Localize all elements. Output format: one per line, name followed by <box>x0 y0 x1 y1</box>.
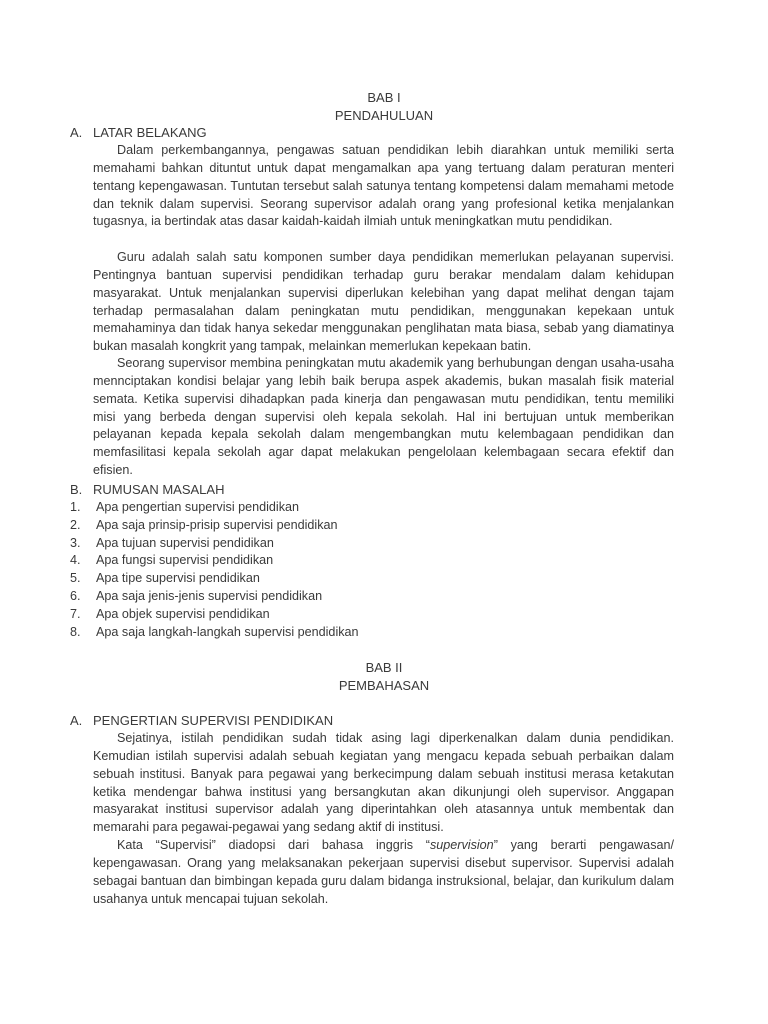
bab2-subtitle: PEMBAHASAN <box>338 678 430 693</box>
bab2-title: BAB II <box>365 660 403 675</box>
section-b-label: B. <box>70 482 83 497</box>
italic-term: supervision <box>429 838 494 852</box>
bab1-title: BAB I <box>367 90 401 105</box>
section-a2-title: PENGERTIAN SUPERVISI PENDIDIKAN <box>93 713 334 728</box>
section-a-label: A. <box>70 125 83 140</box>
list-item: 7. Apa objek supervisi pendidikan <box>70 606 270 621</box>
section-b-title: RUMUSAN MASALAH <box>93 482 225 497</box>
paragraph-latar-2: Guru adalah salah satu komponen sumber daya pendidikan memerlukan pelayanan supervisi. Pentingnya bantuan supervisi pendidikan terhadap guru berakar mendalam dalam kehidupan masyarakat. Untuk menjalankan supervisi diperlukan kelebihan yang dapat melihat dengan tajam terhadap permasalahan dalam peningkatan mutu pendidikan, menggunakan kepekaan untuk memahaminya dan tidak hanya sekedar menggunakan penglihatan mata biasa, sebab yang diamatinya bukan masalah kongkrit yang tampak, melainkan memerlukan kepekaan batin. <box>93 250 674 354</box>
list-item: 5. Apa tipe supervisi pendidikan <box>70 571 260 586</box>
list-item: 8. Apa saja langkah-langkah supervisi pendidikan <box>70 624 359 639</box>
list-item: 4. Apa fungsi supervisi pendidikan <box>70 553 274 568</box>
rumusan-masalah-list <box>70 499 359 641</box>
list-item: 1. Apa pengertian supervisi pendidikan <box>70 500 300 514</box>
paragraph-latar-1: Dalam perkembangannya, pengawas satuan pendidikan lebih diarahkan untuk memiliki serta memahami bahkan dituntut untuk dapat mengamalkan apa yang tertuang dalam peraturan menteri tentang kepengawasan. Tuntutan tersebut salah satunya tentang kompetensi dalam memahami metode dan teknik dalam supervisi. Seorang supervisor adalah orang yang profesional ketika menjalankan tugasnya, ia bertindak atas dasar kaidah-kaidah ilmiah untuk meningkatkan mutu pendidikan. <box>93 143 674 229</box>
paragraph-latar-3: Seorang supervisor membina peningkatan mutu akademik yang berhubungan dengan usaha-usaha mennciptakan kondisi belajar yang lebih baik berupa aspek akademis, bukan masalah fisik material semata. Ketika supervisi dihadapkan pada kinerja dan pengawasan mutu pendidikan, tentu memiliki misi yang berbeda dengan supervisi oleh kepala sekolah. Hal ini bertujuan untuk memberikan pelayanan kepada kepala sekolah dalam mengembangkan mutu kelembagaan pendidikan dan memfasilitasi kepala sekolah agar dapat melakukan pengelolaan kelembagaan secara efektif dan efisien. <box>93 356 674 478</box>
paragraph-pengertian-2: Kata “Supervisi” diadopsi dari bahasa inggris “supervision” yang berarti pengawasan/ kepengawasan. Orang yang melaksanakan pekerjaan supervisi disebut supervisor. Supervisi adalah sebagai bantuan dan bimbingan kepada guru dalam bidanga instruksional, belajar, dan kurikulum dalam usahanya untuk mencapai tujuan sekolah. <box>93 838 674 906</box>
section-a2-heading <box>70 712 333 730</box>
list-item: 6. Apa saja jenis-jenis supervisi pendidikan <box>70 588 323 603</box>
bab1-subtitle: PENDAHULUAN <box>334 108 434 123</box>
section-a2-label: A. <box>70 713 83 728</box>
list-item: 2. Apa saja prinsip-prisip supervisi pendidikan <box>70 517 338 532</box>
paragraph-pengertian-1: Sejatinya, istilah pendidikan sudah tidak asing lagi diperkenalkan dalam dunia pendidikan. Kemudian istilah supervisi adalah sebuah kegiatan yang mengacu kepada sebuah perbaikan dalam sebuah institusi. Banyak para pegawai yang berkecimpung dalam sebuah institusi merasa ketakutan ketika mendengar bahwa institusi yang bersangkutan akan dikunjungi oleh supervisor. Anggapan masyarakat institusi supervisor adalah yang diperintahkan oleh atasannya untuk membentak dan memarahi para pegawai-pegawai yang sedang aktif di institusi. <box>93 731 674 835</box>
section-a-heading <box>70 124 207 142</box>
section-a-title: LATAR BELAKANG <box>93 125 207 140</box>
section-b-heading <box>70 481 224 499</box>
list-item: 3. Apa tujuan supervisi pendidikan <box>70 535 274 550</box>
